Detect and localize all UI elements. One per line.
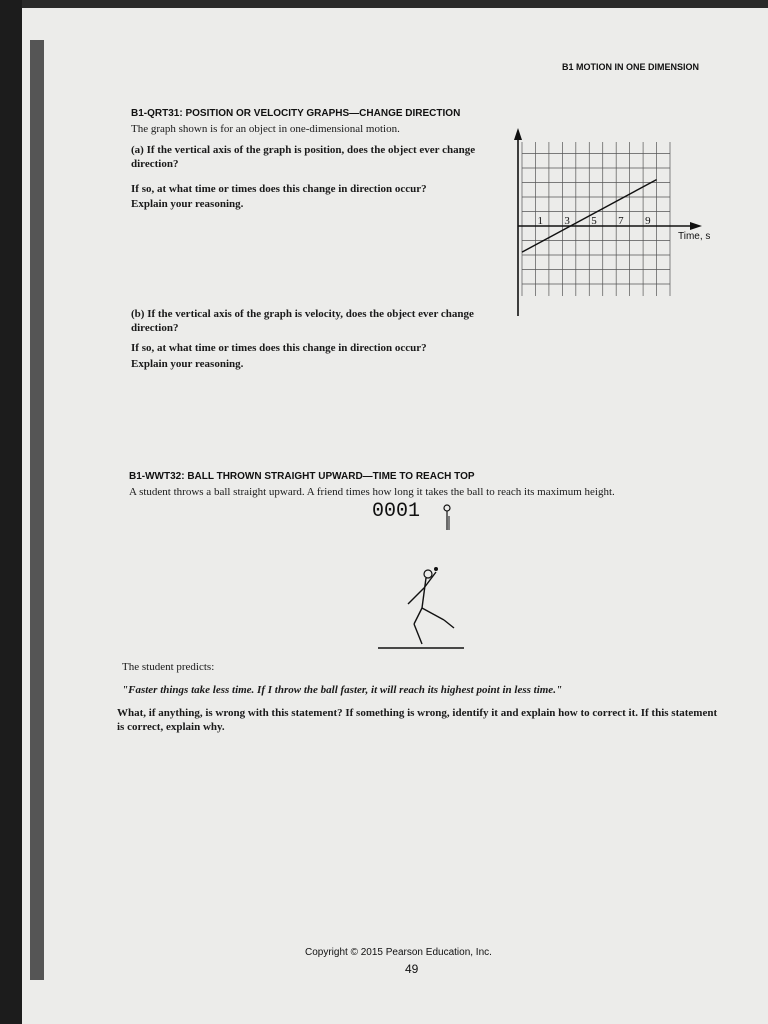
copyright: Copyright © 2015 Pearson Education, Inc. bbox=[305, 947, 492, 958]
page-edge bbox=[0, 0, 22, 1024]
q1-part-b: (b) If the vertical axis of the graph is velocity, does the object ever change direction? bbox=[131, 308, 474, 334]
x-axis-label: Time, s bbox=[678, 231, 711, 242]
q1-part-b-when: If so, at what time or times does this change in direction occur? bbox=[131, 342, 427, 354]
q1-part-a: (a) If the vertical axis of the graph is position, does the object ever change direction? bbox=[131, 144, 476, 170]
predict-label: The student predicts: bbox=[122, 661, 215, 673]
q1-part-a-when: If so, at what time or times does this change in direction occur? bbox=[131, 183, 427, 195]
x-tick-label: 9 bbox=[645, 215, 651, 227]
spiral-binding bbox=[30, 40, 44, 980]
q1-intro: The graph shown is for an object in one-dimensional motion. bbox=[131, 123, 400, 135]
y-axis-arrow bbox=[514, 128, 522, 140]
x-axis-arrow bbox=[690, 222, 702, 230]
q2-question: What, if anything, is wrong with this statement? If something is wrong, identify it and explain how to correct it. If this statement is correct, explain why. bbox=[117, 707, 718, 733]
q2-heading: B1-WWT32: BALL THROWN STRAIGHT UPWARD—TIME TO REACH TOP bbox=[129, 471, 475, 482]
x-tick-label: 5 bbox=[591, 215, 597, 227]
page-header: B1 MOTION IN ONE DIMENSION bbox=[562, 62, 700, 72]
stick-figure-throwing bbox=[370, 562, 470, 658]
graph bbox=[512, 126, 752, 322]
student-quote: "Faster things take less time. If I throw the ball faster, it will reach its highest point in less time." bbox=[122, 684, 563, 696]
timer-display: 0001 bbox=[372, 500, 421, 523]
x-tick-label: 1 bbox=[537, 215, 543, 227]
q1-part-b-explain: Explain your reasoning. bbox=[131, 358, 244, 370]
x-tick-label: 3 bbox=[564, 215, 570, 227]
page-number: 49 bbox=[405, 962, 419, 976]
q1-heading: B1-QRT31: POSITION OR VELOCITY GRAPHS—CHANGE DIRECTION bbox=[131, 108, 461, 119]
x-tick-label: 7 bbox=[618, 215, 624, 227]
q1-part-a-explain: Explain your reasoning. bbox=[131, 198, 244, 210]
q2-intro: A student throws a ball straight upward. A friend times how long it takes the ball to reach its maximum height. bbox=[129, 486, 615, 498]
stopwatch-icon bbox=[440, 502, 454, 532]
